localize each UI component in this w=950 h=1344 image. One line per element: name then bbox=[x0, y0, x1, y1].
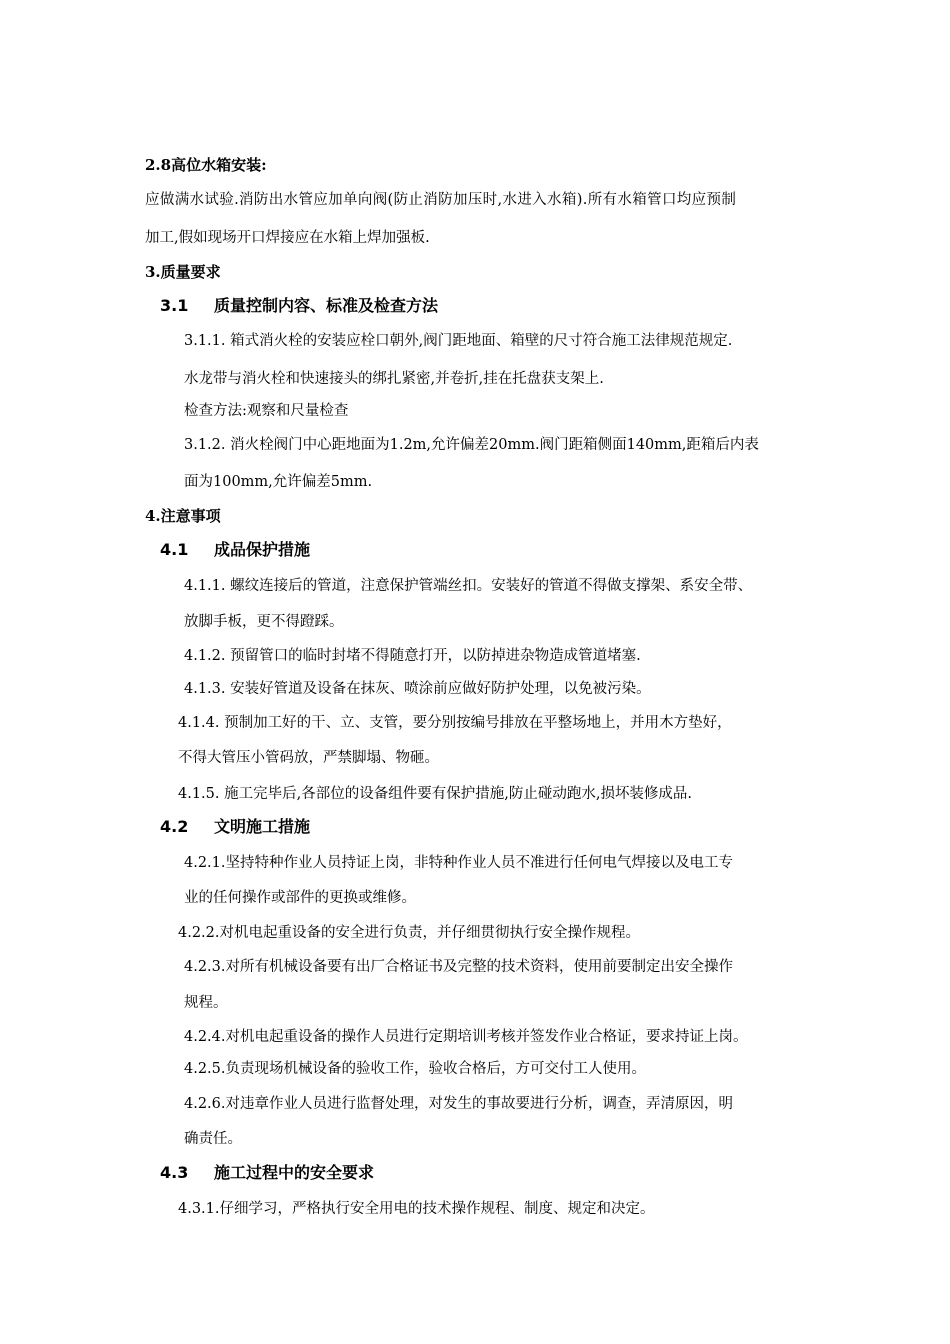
subsection-number: 4.3 bbox=[160, 1163, 189, 1182]
paragraph-line: 4.1.4. 预制加工好的干、立、支管，要分别按编号排放在平整场地上，并用木方垫好， bbox=[178, 715, 732, 731]
paragraph-line: 4.1.1. 螺纹连接后的管道，注意保护管端丝扣。安装好的管道不得做支撑架、系安全带、 bbox=[184, 578, 753, 594]
paragraph-line: 4.2.3.对所有机械设备要有出厂合格证书及完整的技术资料，使用前要制定出安全操作 bbox=[184, 959, 734, 975]
paragraph-line: 应做满水试验.消防出水管应加单向阀(防止消防加压时,水进入水箱).所有水箱管口均应预制 bbox=[145, 192, 737, 208]
paragraph-line: 业的任何操作或部件的更换或维修。 bbox=[184, 890, 416, 906]
section-3-heading: 3.质量要求 bbox=[145, 263, 221, 281]
paragraph-line: 4.2.1.坚持特种作业人员持证上岗，非特种作业人员不准进行任何电气焊接以及电工专 bbox=[184, 855, 734, 871]
paragraph-line: 4.1.5. 施工完毕后,各部位的设备组件要有保护措施,防止碰动跑水,损坏装修成品. bbox=[178, 786, 693, 802]
paragraph-line: 4.3.1.仔细学习，严格执行安全用电的技术操作规程、制度、规定和决定。 bbox=[178, 1201, 655, 1217]
subsection-title: 成品保护措施 bbox=[214, 540, 311, 559]
subsection-4-2-heading bbox=[160, 817, 310, 837]
subsection-title: 文明施工措施 bbox=[214, 817, 311, 836]
paragraph-line: 4.2.5.负责现场机械设备的验收工作，验收合格后，方可交付工人使用。 bbox=[184, 1061, 647, 1077]
subsection-4-3-heading bbox=[160, 1163, 374, 1183]
paragraph-line: 4.2.6.对违章作业人员进行监督处理，对发生的事故要进行分析，调查，弄清原因，明 bbox=[184, 1096, 734, 1112]
paragraph-line: 4.1.2. 预留管口的临时封堵不得随意打开，以防掉进杂物造成管道堵塞. bbox=[184, 648, 641, 664]
paragraph-line: 确责任。 bbox=[184, 1131, 242, 1147]
paragraph-line: 水龙带与消火栓和快速接头的绑扎紧密,并卷折,挂在托盘获支架上. bbox=[184, 371, 604, 387]
paragraph-line: 3.1.1. 箱式消火栓的安装应栓口朝外,阀门距地面、箱壁的尺寸符合施工法律规范规定. bbox=[184, 333, 733, 349]
subsection-number: 4.1 bbox=[160, 540, 189, 559]
paragraph-line: 3.1.2. 消火栓阀门中心距地面为1.2m,允许偏差20mm.阀门距箱侧面140mm,距箱后内表 bbox=[184, 437, 759, 453]
subsection-4-1-heading bbox=[160, 540, 310, 560]
paragraph-line: 规程。 bbox=[184, 995, 228, 1011]
section-4-heading: 4.注意事项 bbox=[145, 507, 221, 525]
paragraph-line: 4.2.2.对机电起重设备的安全进行负责，并仔细贯彻执行安全操作规程。 bbox=[178, 925, 641, 941]
subsection-title: 施工过程中的安全要求 bbox=[214, 1163, 375, 1182]
paragraph-line: 加工,假如现场开口焊接应在水箱上焊加强板. bbox=[145, 230, 430, 246]
subsection-number: 3.1 bbox=[160, 296, 189, 315]
paragraph-line: 面为100mm,允许偏差5mm. bbox=[184, 474, 373, 490]
paragraph-line: 不得大管压小管码放，严禁脚塌、物砸。 bbox=[178, 750, 439, 766]
paragraph-line: 检查方法:观察和尺量检查 bbox=[184, 403, 349, 419]
subsection-3-1-heading bbox=[160, 296, 438, 316]
paragraph-line: 放脚手板，更不得蹬踩。 bbox=[184, 614, 344, 630]
paragraph-line: 4.1.3. 安装好管道及设备在抹灰、喷涂前应做好防护处理，以免被污染。 bbox=[184, 681, 651, 697]
subsection-number: 4.2 bbox=[160, 817, 189, 836]
section-2-8-heading: 2.8高位水箱安装: bbox=[145, 156, 267, 174]
subsection-title: 质量控制内容、标准及检查方法 bbox=[214, 296, 439, 315]
paragraph-line: 4.2.4.对机电起重设备的操作人员进行定期培训考核并签发作业合格证，要求持证上岗。 bbox=[184, 1029, 748, 1045]
